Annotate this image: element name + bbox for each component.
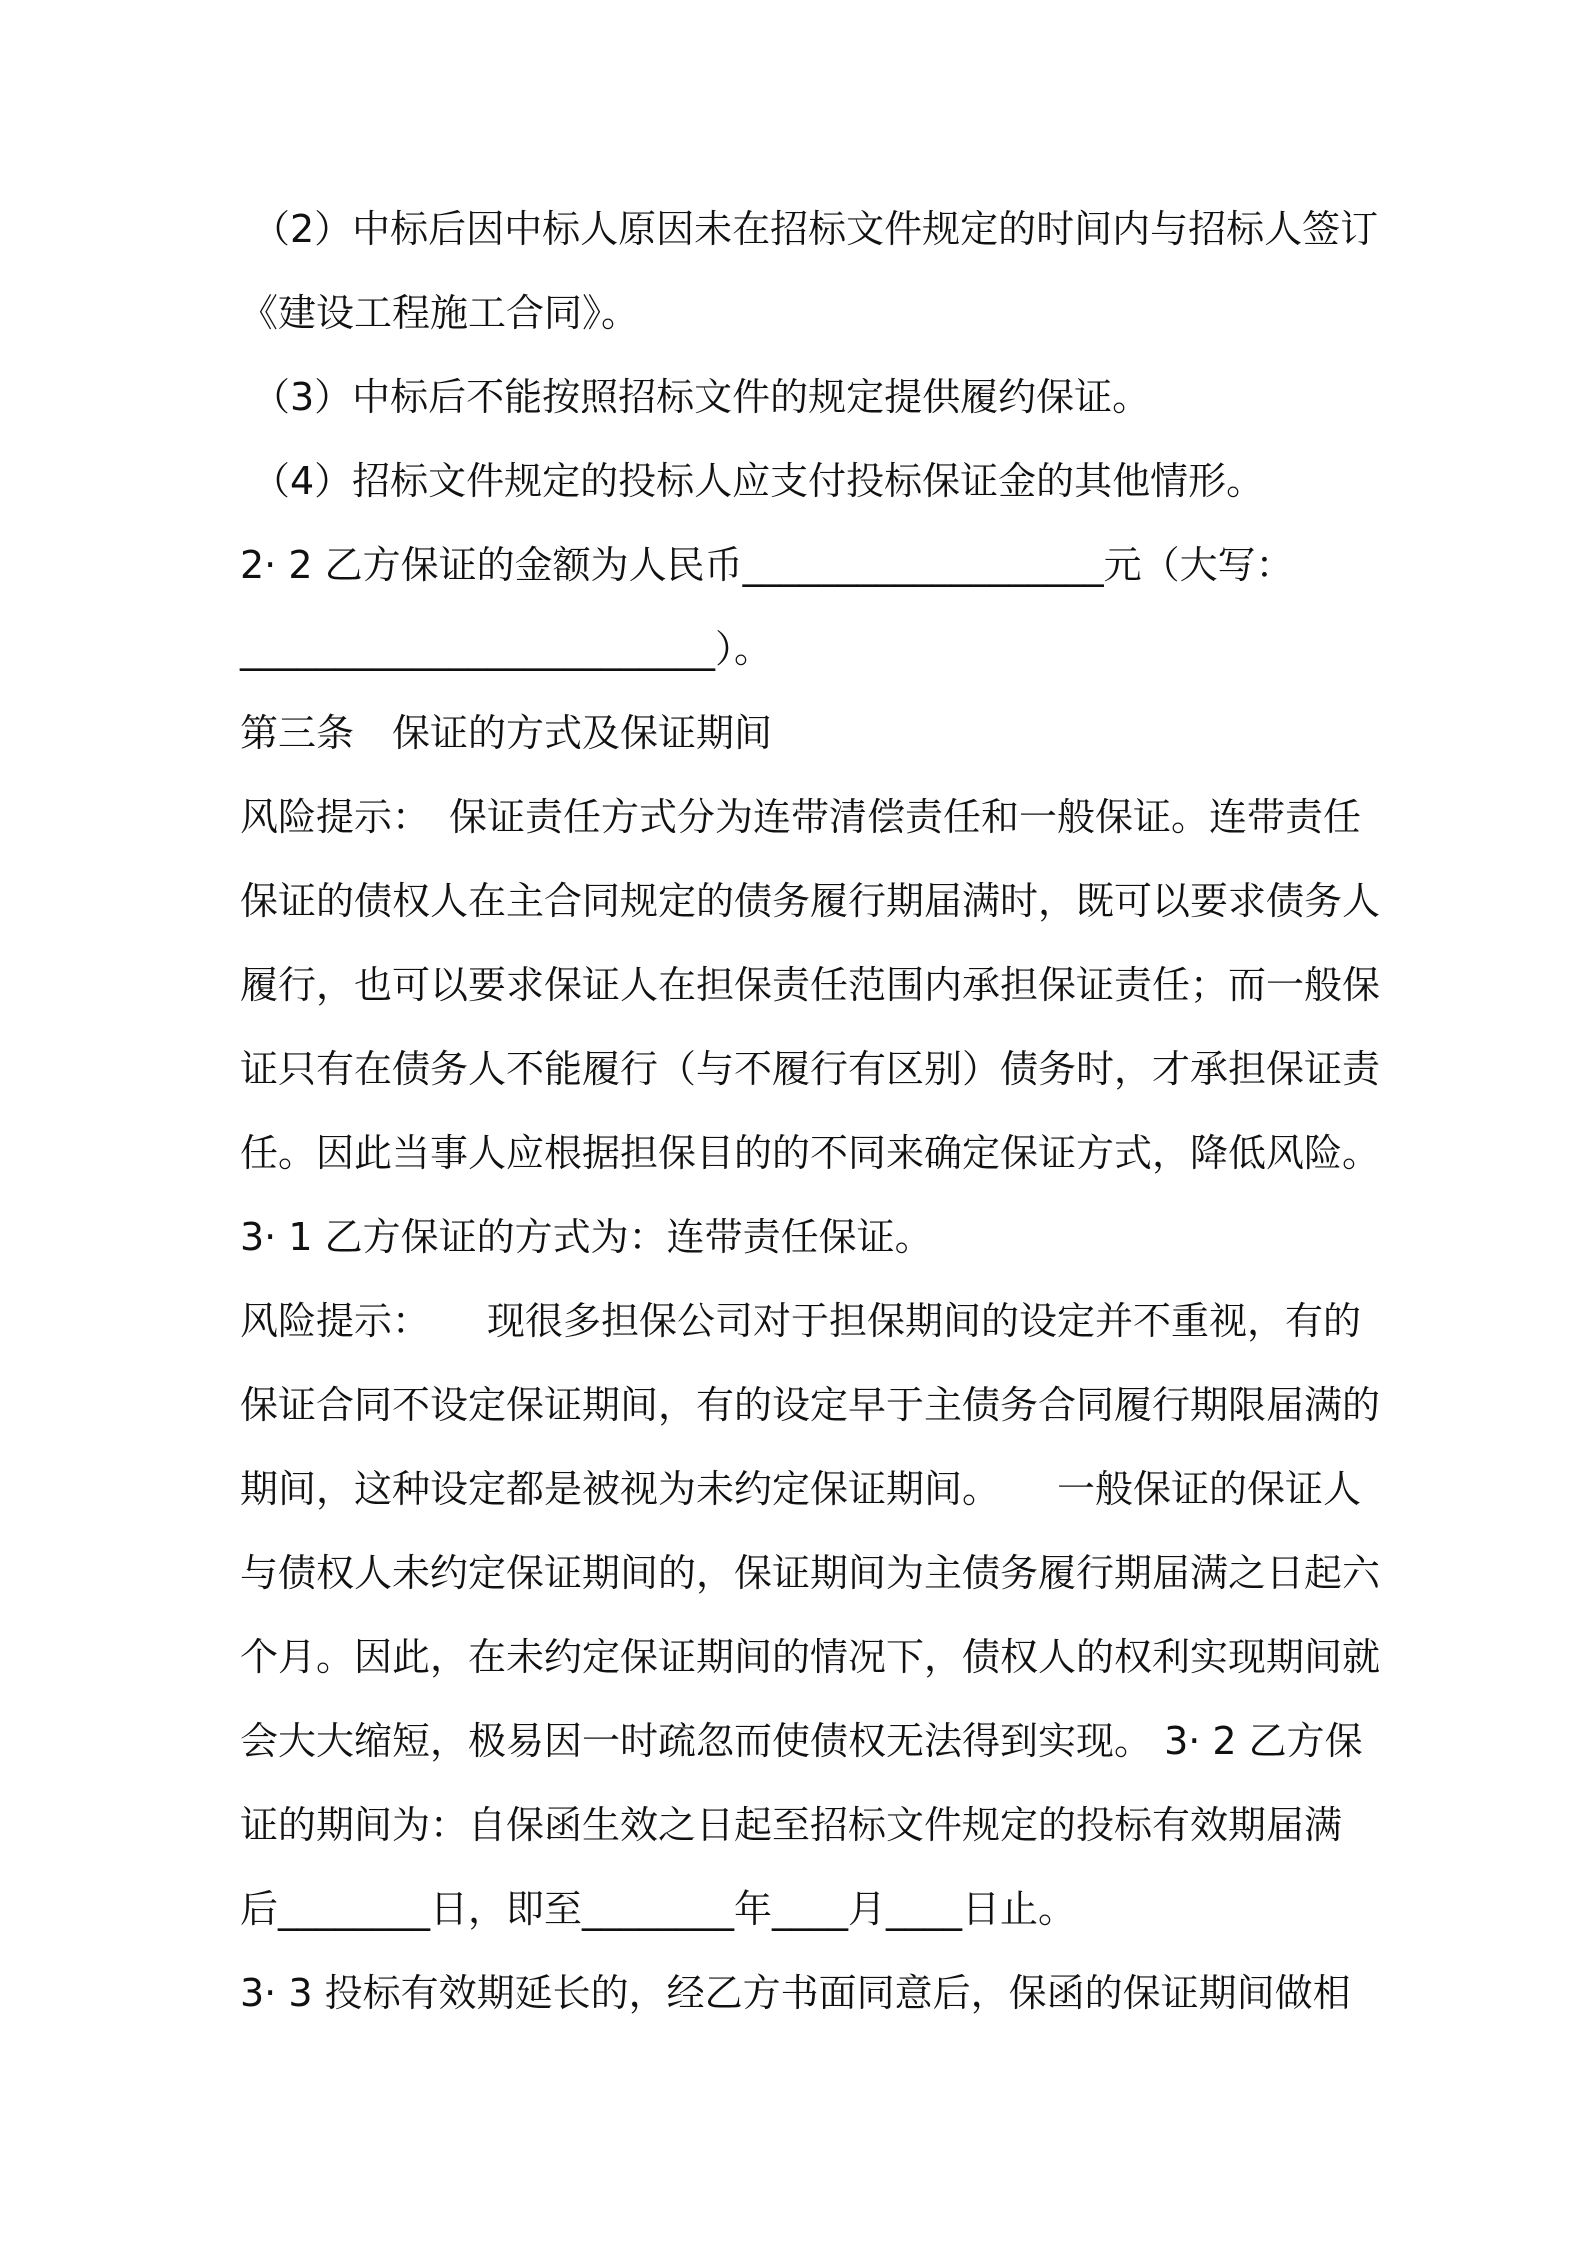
text-line-14: 风险提示： 现很多担保公司对于担保期间的设定并不重视，有的 bbox=[240, 1299, 1362, 1343]
text-line-5: 2· 2 乙方保证的金额为人民币___________________元（大写： bbox=[240, 543, 1294, 587]
text-line-19: 会大大缩短，极易因一时疏忽而使债权无法得到实现。 3· 2 乙方保 bbox=[240, 1719, 1363, 1763]
text-line-16: 期间，这种设定都是被视为未约定保证期间。 一般保证的保证人 bbox=[240, 1467, 1362, 1511]
text-line-9: 保证的债权人在主合同规定的债务履行期届满时，既可以要求债务人 bbox=[240, 879, 1381, 923]
text-line-13: 3· 1 乙方保证的方式为：连带责任保证。 bbox=[240, 1215, 933, 1259]
text-line-4: （4）招标文件规定的投标人应支付投标保证金的其他情形。 bbox=[252, 459, 1265, 503]
text-line-22: 3· 3 投标有效期延长的，经乙方书面同意后，保函的保证期间做相 bbox=[240, 1971, 1351, 2015]
text-line-20: 证的期间为：自保函生效之日起至招标文件规定的投标有效期届满 bbox=[240, 1803, 1343, 1847]
text-line-8: 风险提示： 保证责任方式分为连带清偿责任和一般保证。连带责任 bbox=[240, 795, 1362, 839]
text-line-18: 个月。因此，在未约定保证期间的情况下，债权人的权利实现期间就 bbox=[240, 1635, 1381, 1679]
text-line-17: 与债权人未约定保证期间的，保证期间为主债务履行期届满之日起六 bbox=[240, 1551, 1381, 1595]
text-line-11: 证只有在债务人不能履行（与不履行有区别）债务时，才承担保证责 bbox=[240, 1047, 1381, 1091]
text-line-21: 后________日，即至________年____月____日止。 bbox=[240, 1887, 1077, 1931]
text-line-10: 履行，也可以要求保证人在担保责任范围内承担保证责任；而一般保 bbox=[240, 963, 1381, 1007]
text-line-2: 《建设工程施工合同》。 bbox=[240, 291, 640, 335]
text-line-3: （3）中标后不能按照招标文件的规定提供履约保证。 bbox=[252, 375, 1151, 419]
text-line-6: _________________________）。 bbox=[240, 627, 773, 671]
text-line-15: 保证合同不设定保证期间，有的设定早于主债务合同履行期限届满的 bbox=[240, 1383, 1381, 1427]
text-line-12: 任。因此当事人应根据担保目的的不同来确定保证方式，降低风险。 bbox=[240, 1131, 1381, 1175]
text-line-1: （2）中标后因中标人原因未在招标文件规定的时间内与招标人签订 bbox=[252, 207, 1379, 251]
section-heading-article-3: 第三条 保证的方式及保证期间 bbox=[240, 711, 773, 755]
